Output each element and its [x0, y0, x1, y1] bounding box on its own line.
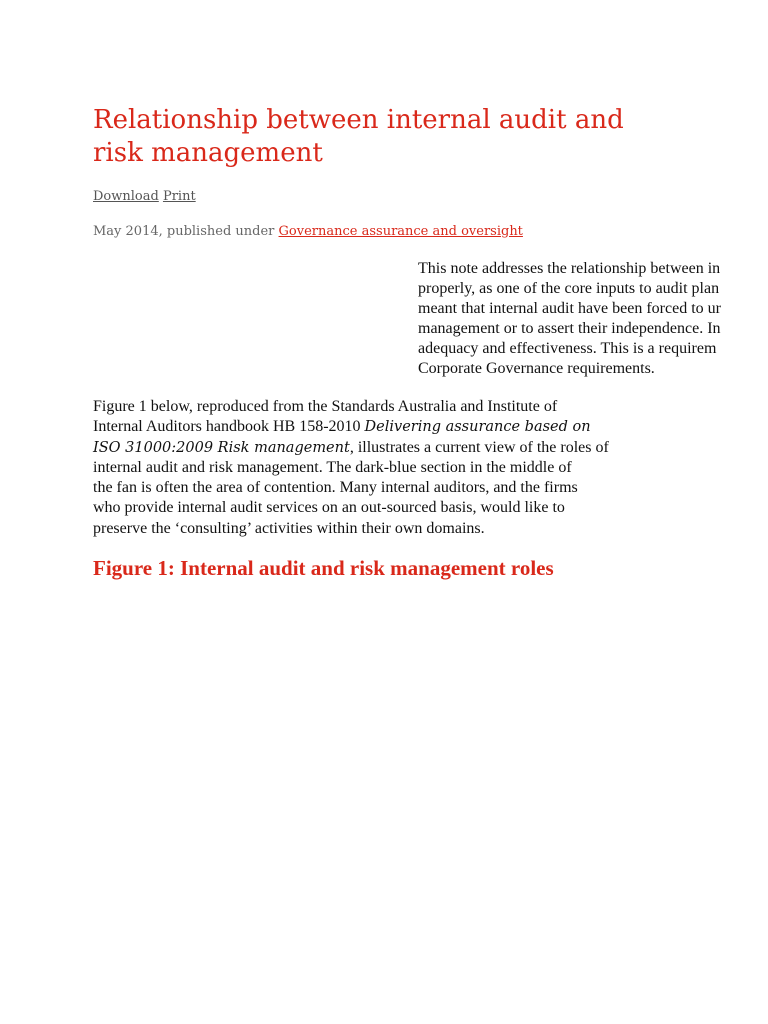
- body-line: the fan is often the area of contention. Many internal auditors, and the firms: [93, 479, 578, 497]
- intro-paragraph: [418, 259, 768, 379]
- handbook-title-part: ISO 31000:2009 Risk management: [93, 439, 350, 456]
- figure-caption: Figure 1: Internal audit and risk management roles: [93, 556, 554, 580]
- intro-line: adequacy and effectiveness. This is a requirem: [418, 340, 717, 357]
- body-line: Figure 1 below, reproduced from the Standards Australia and Institute of: [93, 398, 558, 415]
- print-link[interactable]: Print: [162, 189, 196, 204]
- body-line: [93, 438, 683, 458]
- body-line: who provide internal audit services on an out-sourced basis, would like to: [93, 499, 565, 517]
- category-link[interactable]: Governance assurance and oversight: [278, 224, 523, 239]
- body-text: , illustrates a current view of the roles of: [349, 438, 609, 456]
- body-line: [93, 417, 683, 437]
- publication-date: May 2014, published under: [93, 224, 279, 239]
- body-paragraph: [93, 397, 683, 539]
- body-line: preserve the ‘consulting’ activities within their own domains.: [93, 519, 485, 537]
- intro-line: This note addresses the relationship between in: [418, 260, 721, 277]
- handbook-reference: Internal Auditors handbook HB 158-2010: [93, 418, 365, 436]
- page-title: Relationship between internal audit and risk management: [93, 105, 624, 168]
- intro-line: management or to assert their independence. In: [418, 320, 721, 337]
- intro-line: properly, as one of the core inputs to audit plan: [418, 280, 720, 297]
- download-link[interactable]: Download: [93, 189, 159, 204]
- body-line: internal audit and risk management. The dark-blue section in the middle of: [93, 458, 572, 476]
- article-actions: [93, 188, 196, 206]
- intro-line: Corporate Governance requirements.: [418, 360, 655, 377]
- publication-meta: [93, 223, 523, 241]
- handbook-title-part: Delivering assurance based on: [364, 419, 591, 436]
- intro-line: meant that internal audit have been forced to ur: [418, 300, 721, 317]
